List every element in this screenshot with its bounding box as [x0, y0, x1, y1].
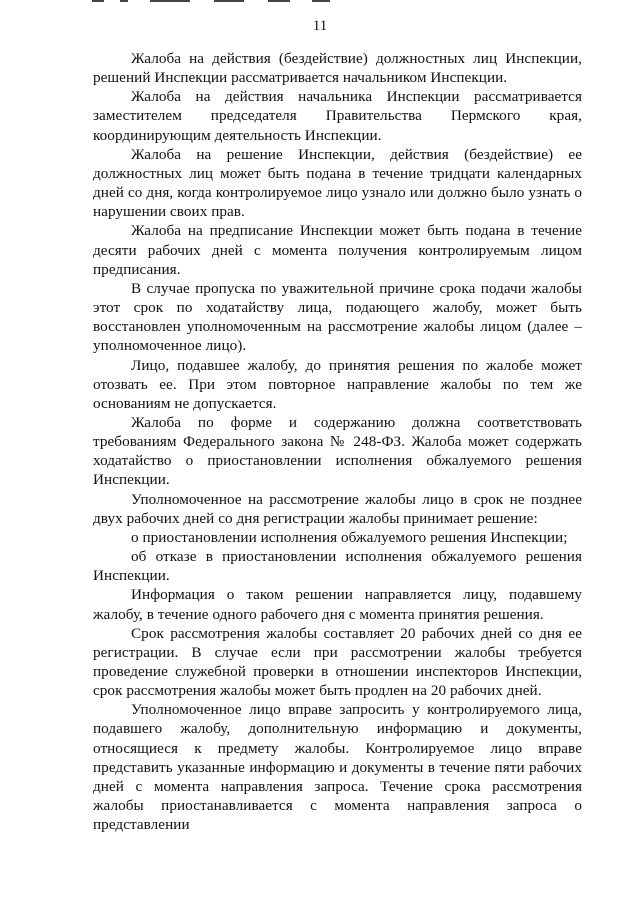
page-number: 11: [312, 18, 328, 34]
paragraph-complaint-withdrawal: Лицо, подавшее жалобу, до принятия решения по жалобе может отозвать ее. При этом повторное направление жалобы по тем же основаниям не допускается.: [93, 356, 582, 412]
scan-edge-marks: [0, 0, 640, 5]
paragraph-complaint-prescription: Жалоба на предписание Инспекции может быть подана в течение десяти рабочих дней с момента получения контролируемым лицом предписания.: [93, 222, 582, 278]
paragraph-review-period: Срок рассмотрения жалобы составляет 20 рабочих дней со дня ее регистрации. В случае если при рассмотрении жалобы требуется проведение служебной проверки в отношении инспекторов Инспекции, срок рассмотрения жалобы может быть продлен на 20 рабочих дней.: [93, 624, 582, 700]
document-body: [93, 49, 582, 834]
paragraph-information-request: Уполномоченное лицо вправе запросить у контролируемого лица, подавшего жалобу, дополнительную информацию и документы, относящиеся к предмету жалобы. Контролируемое лицо вправе представить указанные информацию и документы в течение пяти рабочих дней с момента направления запроса. Течение срока рассмотрения жалобы приостанавливается с момента направления запроса о представлении: [93, 701, 582, 834]
list-item-refusal: об отказе в приостановлении исполнения обжалуемого решения Инспекции.: [93, 548, 582, 585]
paragraph-decision-timing: Уполномоченное на рассмотрение жалобы лицо в срок не позднее двух рабочих дней со дня регистрации жалобы принимает решение:: [93, 490, 582, 527]
paragraph-decision-notice: Информация о таком решении направляется лицу, подавшему жалобу, в течение одного рабочего дня с момента принятия решения.: [93, 586, 582, 623]
paragraph-complaint-officials: Жалоба на действия (бездействие) должностных лиц Инспекции, решений Инспекции рассматривается начальником Инспекции.: [93, 50, 582, 87]
paragraph-complaint-head: Жалоба на действия начальника Инспекции рассматривается заместителем председателя Правительства Пермского края, координирующим деятельность Инспекции.: [93, 88, 582, 144]
paragraph-deadline-restoration: В случае пропуска по уважительной причине срока подачи жалобы этот срок по ходатайству лица, подающего жалобу, может быть восстановлен уполномоченным на рассмотрение жалобы лицом (далее – уполномоченное лицо).: [93, 279, 582, 355]
paragraph-complaint-deadline: Жалоба на решение Инспекции, действия (бездействие) ее должностных лиц может быть подана в течение тридцати календарных дней со дня, когда контролируемое лицо узнало или должно было узнать о нарушении своих прав.: [93, 145, 582, 221]
list-item-suspension: о приостановлении исполнения обжалуемого решения Инспекции;: [131, 528, 568, 546]
paragraph-complaint-form: Жалоба по форме и содержанию должна соответствовать требованиям Федерального закона № 248-ФЗ. Жалоба может содержать ходатайство о приостановлении исполнения обжалуемого решения Инспекции.: [93, 413, 582, 489]
